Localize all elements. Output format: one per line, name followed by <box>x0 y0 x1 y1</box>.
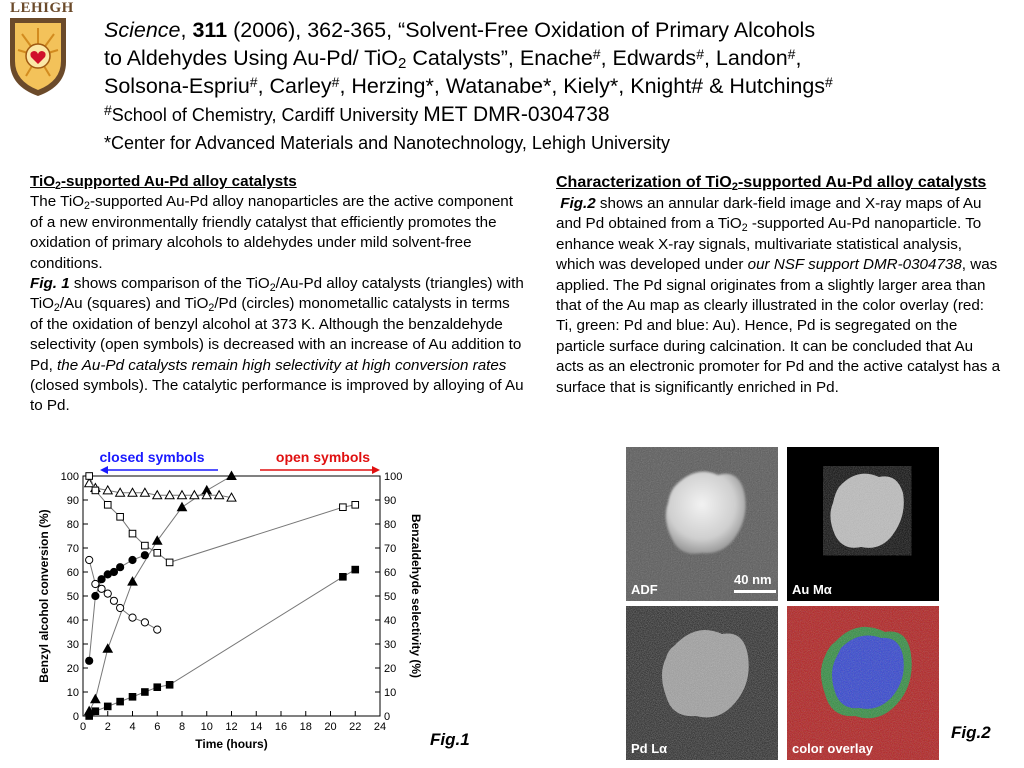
panel-color-overlay <box>787 606 939 760</box>
closed-arrowhead <box>100 466 108 474</box>
fig2-reference: Fig.2 <box>560 195 596 212</box>
affiliation-lehigh: *Center for Advanced Materials and Nanotechnology, Lehigh University <box>104 133 670 153</box>
x-tick-label: 6 <box>154 721 161 733</box>
data-point <box>340 504 347 511</box>
data-point <box>117 564 124 571</box>
affiliation-cardiff: #School of Chemistry, Cardiff University MET DMR-0304738 <box>104 102 610 126</box>
data-point <box>91 695 100 703</box>
data-point <box>352 566 359 573</box>
citation-line-3: Solsona-Espriu#, Carley#, Herzing*, Watanabe*, Kiely*, Knight# & Hutchings# <box>104 74 833 98</box>
x-tick-label: 10 <box>200 721 213 733</box>
data-point <box>92 487 99 494</box>
y2-tick-label: 80 <box>384 519 397 531</box>
left-paragraph-2: Fig. 1 shows comparison of the TiO$_2$/Au-Pd alloy catalysts (triangles) with TiO$_2$/Au (squares) and TiO$_2$/Pd (circles) monometallic catalysts in terms of the oxidation of benzyl alcohol at 373 K. Although the benzaldehyde selectivity (open symbols) is decreased with an increase of Au addition to Pd, the Au-Pd catalysts remain high selectivity at high conversion rates (closed symbols). The catalytic performance is improved by alloying of Au to Pd. <box>30 275 524 415</box>
data-point <box>154 550 161 557</box>
citation-line-1: Science, 311 (2006), 362-365, “Solvent-Free Oxidation of Primary Alcohols <box>104 18 816 42</box>
data-point <box>103 644 112 652</box>
y-tick-label: 10 <box>66 687 79 699</box>
y-tick-label: 40 <box>66 615 79 627</box>
data-point <box>86 713 93 720</box>
data-point <box>140 488 149 496</box>
data-point <box>178 503 187 511</box>
data-point <box>154 626 161 633</box>
data-point <box>166 559 173 566</box>
right-paragraph: Fig.2 shows an annular dark-field image and X-ray maps of Au and Pd obtained from a TiO$_2$ -supported Au-Pd nanoparticle. To enhance weak X-ray signals, multivariate statistical analysis, which was developed under our NSF support DMR-0304738, was applied. The Pd signal originates from a slightly larger area than that of the Au map as clearly illustrated in the color overlay (red: Ti, green: Pd and blue: Au). Hence, Pd is segregated on the particle surface during calcination. It can be concluded that Au acts as an electronic promoter for Pd and the active catalyst has a surface that is significantly enriched in Pd. <box>556 195 1001 396</box>
x-tick-label: 14 <box>250 721 263 733</box>
data-point <box>166 682 173 689</box>
data-point <box>141 552 148 559</box>
citation-line-2: to Aldehydes Using Au-Pd/ TiO$_2$ Catalysts”, Enache#, Edwards#, Landon#, <box>104 46 802 72</box>
left-column <box>30 172 525 417</box>
lehigh-logo <box>4 0 72 100</box>
x-tick-label: 0 <box>79 721 87 733</box>
fig1-reference: Fig. 1 <box>30 275 70 293</box>
pd-map-image <box>626 606 778 760</box>
scale-bar <box>734 590 776 593</box>
y2-tick-label: 90 <box>384 495 397 507</box>
fig1-label: Fig.1 <box>430 730 470 749</box>
data-point <box>98 585 105 592</box>
series-triangle-open <box>85 479 236 501</box>
data-point <box>92 708 99 715</box>
y-tick-label: 50 <box>66 591 79 603</box>
y-tick-label: 60 <box>66 567 79 579</box>
right-column <box>556 172 1002 398</box>
data-point <box>92 580 99 587</box>
y2-tick-label: 30 <box>384 639 397 651</box>
journal-name: Science <box>104 18 181 42</box>
x-tick-label: 16 <box>274 721 288 733</box>
y2-tick-label: 10 <box>384 687 397 699</box>
data-point <box>86 556 93 563</box>
data-point <box>86 473 93 480</box>
data-point <box>142 689 149 696</box>
data-point <box>142 542 149 549</box>
x-tick-label: 8 <box>178 721 186 733</box>
data-point <box>128 577 137 585</box>
data-point <box>129 530 136 537</box>
data-point <box>104 590 111 597</box>
data-point <box>104 502 111 509</box>
fig1-chart <box>28 448 428 766</box>
y-tick-label: 0 <box>72 711 79 723</box>
pd-map-label: Pd Lα <box>631 741 668 756</box>
y2-tick-label: 70 <box>384 543 397 555</box>
x-tick-label: 20 <box>324 721 337 733</box>
data-point <box>110 568 117 575</box>
open-arrowhead <box>372 466 380 474</box>
y-tick-label: 30 <box>66 639 79 651</box>
data-point <box>141 619 148 626</box>
data-point <box>340 574 347 581</box>
panel-adf <box>626 447 778 601</box>
article-title: (2006), 362-365, “Solvent-Free Oxidation of Primary Alcohols <box>227 18 816 42</box>
data-point <box>98 576 105 583</box>
data-point <box>153 536 162 544</box>
citation-header <box>104 16 1014 157</box>
data-point <box>92 592 99 599</box>
chart-legend <box>99 449 380 474</box>
x-tick-label: 2 <box>104 721 111 733</box>
data-point <box>86 657 93 664</box>
right-heading: Characterization of TiO$_2$-supported Au-Pd alloy catalysts <box>556 174 987 193</box>
logo-text: LEHIGH <box>10 0 74 16</box>
x-tick-label: 22 <box>349 721 362 733</box>
panel-pd-map <box>626 606 778 760</box>
x-tick-label: 4 <box>129 721 136 733</box>
closed-symbols-label: closed symbols <box>99 449 205 465</box>
y-tick-label: 100 <box>60 471 79 483</box>
data-point <box>154 684 161 691</box>
y2-tick-label: 50 <box>384 591 397 603</box>
data-point <box>117 698 124 705</box>
overlay-image <box>787 606 939 760</box>
y2-tick-label: 0 <box>384 711 391 723</box>
data-point <box>117 604 124 611</box>
au-map-image <box>787 447 939 601</box>
overlay-label: color overlay <box>792 741 873 756</box>
series-line <box>89 476 355 562</box>
chart-marks <box>85 472 359 720</box>
series-square-closed <box>86 566 359 719</box>
x-tick-label: 24 <box>373 721 387 733</box>
au-map-label: Au Mα <box>792 582 832 597</box>
data-point <box>129 614 136 621</box>
left-heading: TiO$_2$-supported Au-Pd alloy catalysts <box>30 173 297 192</box>
left-paragraph-1: The TiO$_2$-supported Au-Pd alloy nanoparticles are the active component of a new environmentally friendly catalyst that efficiently promotes the oxidation of primary alcohols to aldehydes under mild solvent-free conditions. <box>30 193 513 272</box>
volume-number: 311 <box>192 18 228 42</box>
x-tick-label: 18 <box>299 721 312 733</box>
open-symbols-label: open symbols <box>275 449 371 465</box>
x-tick-label: 12 <box>225 721 238 733</box>
data-point <box>117 514 124 521</box>
y-tick-label: 20 <box>66 663 79 675</box>
scale-label: 40 nm <box>734 572 772 587</box>
y2-tick-label: 20 <box>384 663 397 675</box>
data-point <box>352 502 359 509</box>
data-point <box>129 556 136 563</box>
data-point <box>110 597 117 604</box>
panel-au-map <box>787 447 939 601</box>
series-square-open <box>86 473 359 566</box>
data-point <box>129 694 136 701</box>
y-axis-label: Benzyl alcohol conversion (%) <box>37 509 51 683</box>
data-point <box>128 488 137 496</box>
fig2-label: Fig.2 <box>951 723 991 742</box>
x-axis-label: Time (hours) <box>195 737 268 751</box>
y2-tick-label: 60 <box>384 567 397 579</box>
y2-axis-label: Benzaldehyde selectivity (%) <box>409 513 423 679</box>
adf-label: ADF <box>631 582 658 597</box>
y-tick-label: 80 <box>66 519 79 531</box>
y-tick-label: 90 <box>66 495 79 507</box>
grant-number: MET DMR-0304738 <box>423 103 610 126</box>
y2-tick-label: 100 <box>384 471 403 483</box>
y-tick-label: 70 <box>66 543 79 555</box>
data-point <box>104 703 111 710</box>
y2-tick-label: 40 <box>384 615 397 627</box>
